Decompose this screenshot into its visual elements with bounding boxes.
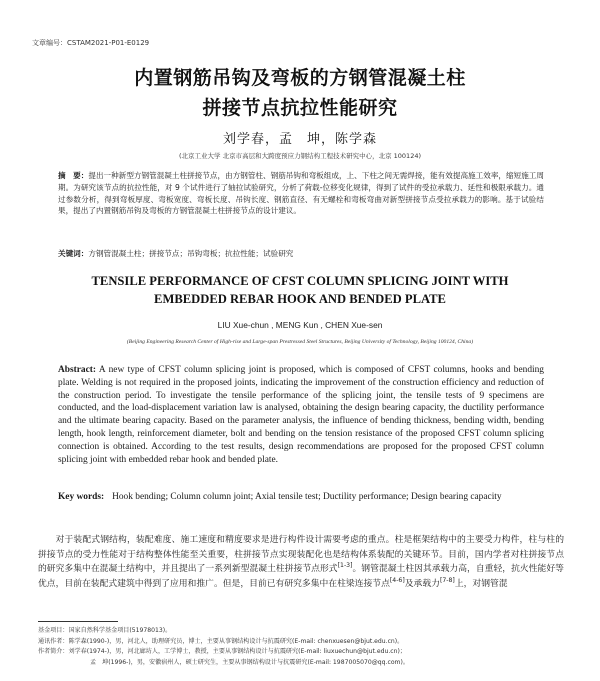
chinese-keywords: [58, 248, 544, 259]
chinese-abstract-label: 摘 要：: [58, 171, 89, 180]
body-paragraph: [38, 533, 564, 592]
english-abstract: [58, 364, 544, 466]
body-part1: 对于装配式钢结构，装配难度、施工速度和精度要求是进行构件设计需要考虑的重点。柱是框架结构中的主要受力构件，柱与柱的拼接节点的受力性能对于结构整体性能至关重要，柱拼接节点实现装配化也是结构体系装配的关键环节。目前，国内学者对柱拼接节点的研究多集中在混凝土结构中，并且提出了一系列新型混凝土柱拼接节点形式: [38, 535, 564, 575]
body-part2: 。钢管混凝土柱因其承载力高，自重轻，抗火性能好等优点，目前在装配式建筑中得到了应用和推广。但是，目前已有研究多集中在柱梁连接节点: [38, 564, 564, 590]
citation-4-6[interactable]: [4-6]: [389, 577, 405, 585]
footnote-divider: [38, 621, 118, 622]
english-title-line1: TENSILE PERFORMANCE OF CFST COLUMN SPLICING JOINT WITH: [91, 274, 509, 288]
chinese-title-line2: 拼接节点抗拉性能研究: [202, 97, 398, 119]
english-keywords: [58, 491, 544, 504]
english-authors: LIU Xue-chun , MENG Kun , CHEN Xue-sen: [217, 320, 383, 330]
english-title-line2: EMBEDDED REBAR HOOK AND BENDED PLATE: [154, 292, 446, 306]
footnote-author2: 孟 坤(1996-)，男，安徽宿州人，硕士研究生，主要从事钢结构设计与抗震研究(E-mail: 1987005070@qq.com)。: [90, 658, 409, 666]
english-affiliation: (Beijing Engineering Research Center of High-rise and Large-span Prestressed Steel Structures, Beijing University of Technology, Beijing 100124, China): [126, 339, 474, 345]
english-abstract-label: Abstract:: [58, 365, 97, 375]
chinese-authors: 刘学春，孟 坤，陈学森: [222, 132, 377, 147]
chinese-affiliation: (北京工业大学 北京市高层和大跨度预应力钢结构工程技术研究中心，北京 100124): [178, 152, 422, 160]
citation-7-8[interactable]: [7-8]: [439, 577, 455, 585]
chinese-abstract-text: 提出一种新型方钢管混凝土柱拼接节点，由方钢管柱、钢筋吊钩和弯板组成，上、下柱之间无需焊接，能有效提高施工效率，缩短施工周期。为研究该节点的抗拉性能，对 9 个试件进行了轴拉试验研究，分析了荷载-位移变化规律，得到了试件的受拉承载力、延性和极限承载力。通过参数分析，得到弯板厚度、弯板宽度、弯板长度、吊钩长度、钢筋直径、有无螺栓和弯板弯曲对新型拼接节点受拉承载力的影响。基于试验结果，提出了内置钢筋吊钩及弯板的方钢管混凝土柱拼接节点的设计建议。: [58, 171, 544, 216]
footnote-corresponding: 通讯作者：陈学森(1990-)，男，河北人，助理研究员，博士，主要从事钢结构设计与抗震研究(E-mail: chenxuesen@bjut.edu.cn)。: [38, 637, 404, 645]
article-number: 文章编号：CSTAM2021-P01-E0129: [32, 39, 150, 47]
chinese-keywords-text: 方钢管混凝土柱；拼接节点；吊钩弯板；抗拉性能；试验研究: [88, 249, 294, 258]
english-keywords-label: Key words:: [58, 492, 105, 502]
english-keywords-text: Hook bending; Column column joint; Axial tensile test; Ductility performance; Design bearing capacity: [112, 492, 502, 502]
chinese-title-line1: 内置钢筋吊钩及弯板的方钢管混凝土柱: [134, 67, 466, 89]
footnotes: [38, 626, 564, 668]
body-part3: 及承载力: [404, 579, 440, 590]
english-abstract-text: A new type of CFST column splicing joint is proposed, which is composed of CFST columns, hooks and bending plate. Welding is not required in the proposed joints, indicating the improvement of the construction efficiency and reduction of the construction period. To investigate the tensile performance of the splicing joint, the tensile tests of 9 specimens are conducted, and the load-displacement variation law is analysed, obtaining the design bearing capacity, the ductility performance and the ultimate bearing capacity. Based on the parameter analysis, the influence of bending thickness, bending width, bending length, hook length, reinforcement diameter, bolt and bending on the tension resistance of the proposed CFST column splicing connection is obtained. According to the test results, design recommendations are proposed for the proposed CFST column splicing joint with embedded rebar hook and bended plate.: [58, 365, 544, 465]
chinese-abstract: [58, 170, 544, 217]
footnote-author1: 作者简介：刘学春(1974-)，男，河北廊坊人，工学博士，教授，主要从事钢结构设计与抗震研究(E-mail: liuxuechun@bjut.edu.cn)；: [38, 648, 406, 655]
footnote-fund: 基金项目：国家自然科学基金项目(51978013)。: [38, 627, 172, 634]
chinese-keywords-label: 关键词：: [58, 249, 89, 258]
citation-1-3[interactable]: [1-3]: [337, 562, 353, 570]
body-part4: 上，对钢管混: [454, 579, 508, 590]
